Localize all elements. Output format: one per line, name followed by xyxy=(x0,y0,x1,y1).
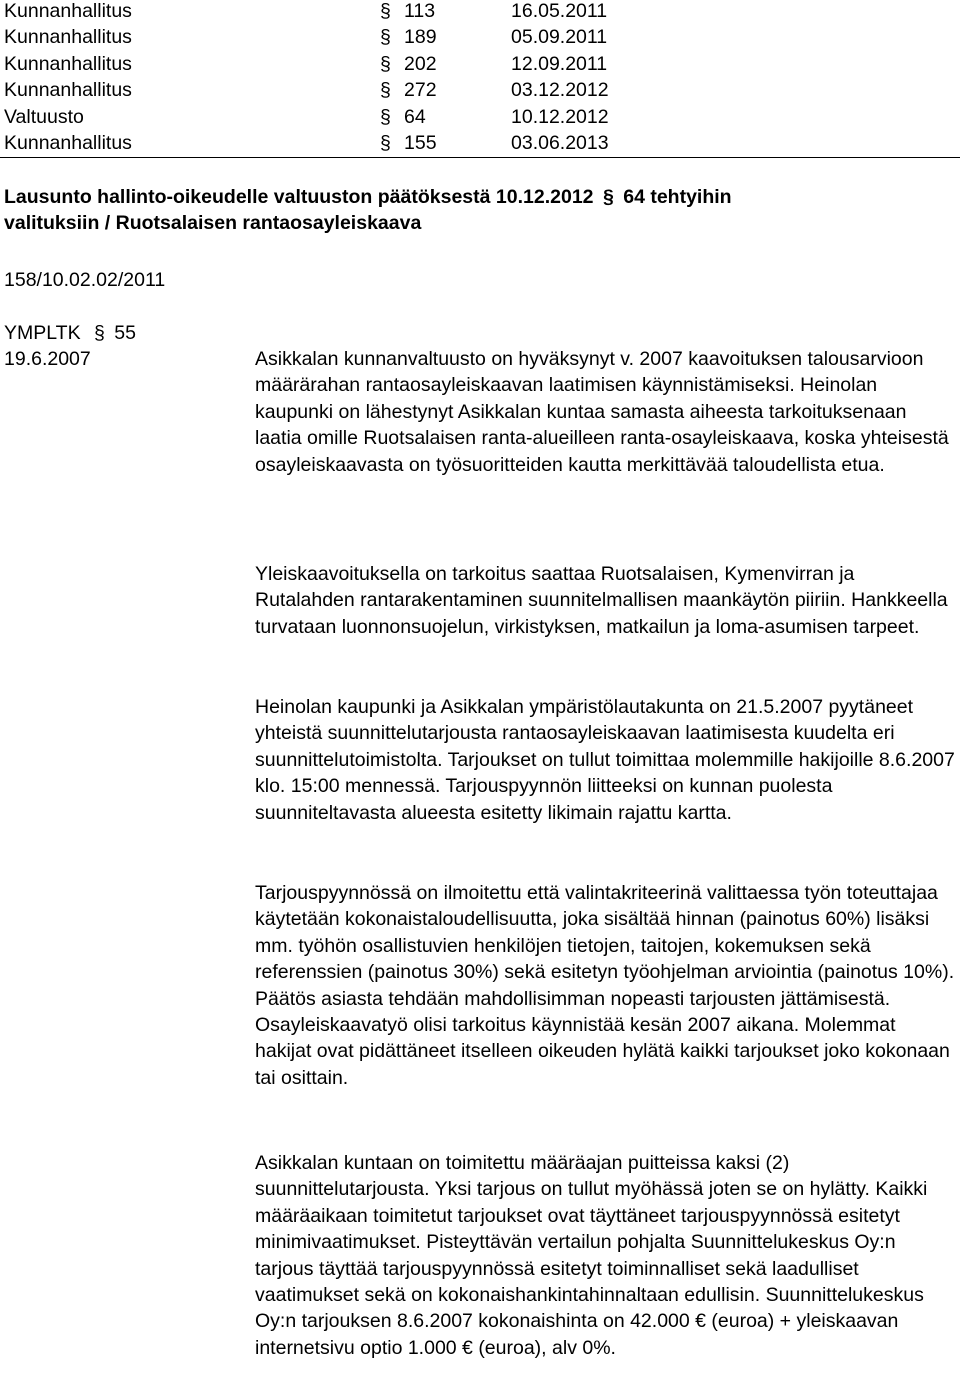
history-number: 202 xyxy=(404,52,437,75)
history-body: Kunnanhallitus xyxy=(4,26,132,49)
committee-label: YMPLTK xyxy=(4,322,81,344)
history-number: 155 xyxy=(404,131,437,154)
body-paragraph: Yleiskaavoituksella on tarkoitus saattaa Ruotsalaisen, Kymenvirran ja Rutalahden rantarakentaminen suunnitelmallisen maankäytön piiriin. Hankkeella turvataan luonnonsuojelun, virkistyksen, matkailun ja loma-asumisen tarpeet. xyxy=(255,563,948,638)
body-paragraph: Heinolan kaupunki ja Asikkalan ympäristölautakunta on 21.5.2007 pyytäneet yhteistä suunnittelutarjousta rantaosayleiskaavan laatimisesta kuudelta eri suunnittelutoimistolta. Tarjoukset on tullut toimittaa molemmille hakijoille 8.6.2007 klo. 15:00 mennessä. Tarjouspyynnön liitteeksi on kunnan puolesta suunniteltavasta alueesta esitetty likimain rajattu kartta. xyxy=(255,696,955,824)
body-paragraph: Tarjouspyynnössä on ilmoitettu että valintakriteerinä valittaessa työn toteuttajaa käytetään kokonaistaloudellisuutta, joka sisältää hinnan (painotus 60%) lisäksi mm. työhön osallistuvien henkilöjen tietojen, taitojen, kokemuksen sekä referenssien (painotus 30%) sekä esitetyn työohjelman arviointia (painotus 10%). Päätös asiasta tehdään mahdollisimman nopeasti tarjousten jättämisestä. Osayleiskaavatyö olisi tarkoitus käynnistää kesän 2007 aikana. Molemmat hakijat ovat pidättäneet itselleen oikeuden hylätä kaikki tarjoukset joko kokonaan tai osittain. xyxy=(255,882,955,1089)
committee-date: 19.6.2007 xyxy=(4,348,91,370)
section-sign: § xyxy=(380,26,391,49)
committee-number: 55 xyxy=(114,322,136,344)
history-body: Kunnanhallitus xyxy=(4,52,132,75)
history-row xyxy=(0,51,960,77)
section-sign: § xyxy=(380,105,391,128)
history-row xyxy=(0,130,960,156)
section-sign: § xyxy=(380,0,391,22)
section-sign: § xyxy=(380,79,391,102)
history-body: Valtuusto xyxy=(4,105,84,128)
history-number: 64 xyxy=(404,105,426,128)
history-date: 12.09.2011 xyxy=(511,52,608,75)
decision-history xyxy=(0,0,960,156)
history-number: 113 xyxy=(404,0,436,22)
history-body: Kunnanhallitus xyxy=(4,0,132,22)
history-row xyxy=(0,77,960,103)
history-row xyxy=(0,24,960,50)
committee-reference xyxy=(4,320,136,346)
body-paragraph: Asikkalan kuntaan on toimitettu määräajan puitteissa kaksi (2) suunnittelutarjousta. Yksi tarjous on tullut myöhässä joten se on hylätty. Kaikki määräaikaan toimitetut tarjoukset ovat täyttäneet tarjouspyynnössä esitetyt minimivaatimukset. Pisteyttävän vertailun pohjalta Suunnittelukeskus Oy:n tarjous täyttää tarjouspyynnössä esitetyt toiminnalliset sekä laadulliset vaatimukset sekä on kokonaishankintahinnaltaan edullisin. Suunnittelukeskus Oy:n tarjouksen 8.6.2007 kokonaishinta on 42.000 € (euroa) + yleiskaavan internetsivu optio 1.000 € (euroa), alv 0%. xyxy=(255,1152,928,1359)
body-paragraph: Asikkalan kunnanvaltuusto on hyväksynyt v. 2007 kaavoituksen talousarvioon määrärahan rantaosayleiskaavan laatimisen käynnistämiseksi. Heinolan kaupunki on lähestynyt Asikkalan kuntaa samasta aiheesta tarkoituksenaan laatia omille Ruotsalaisen ranta-alueilleen ranta-osayleiskaava, koska yhteisestä osayleiskaavasta on työsuoritteiden kautta merkittävää taloudellista etua. xyxy=(255,348,949,476)
reference-number: 158/10.02.02/2011 xyxy=(4,269,166,291)
history-row xyxy=(0,0,960,24)
history-date: 03.12.2012 xyxy=(511,79,609,102)
section-sign: § xyxy=(602,186,614,208)
heading-line-1: Lausunto hallinto-oikeudelle valtuuston päätöksestä 10.12.2012 § 64 tehtyihin xyxy=(4,186,732,208)
horizontal-rule xyxy=(0,157,960,158)
section-sign: § xyxy=(94,322,105,344)
heading-line-2: valituksiin / Ruotsalaisen rantaosayleiskaava xyxy=(4,212,422,235)
section-sign: § xyxy=(380,131,391,154)
history-date: 10.12.2012 xyxy=(511,105,609,128)
history-date: 16.05.2011 xyxy=(511,0,608,22)
section-heading xyxy=(4,184,944,237)
history-row xyxy=(0,104,960,130)
section-sign: § xyxy=(380,52,391,75)
history-body: Kunnanhallitus xyxy=(4,131,132,154)
history-number: 189 xyxy=(404,26,437,49)
history-number: 272 xyxy=(404,79,437,102)
history-date: 03.06.2013 xyxy=(511,131,609,154)
history-date: 05.09.2011 xyxy=(511,26,608,49)
history-body: Kunnanhallitus xyxy=(4,79,132,102)
